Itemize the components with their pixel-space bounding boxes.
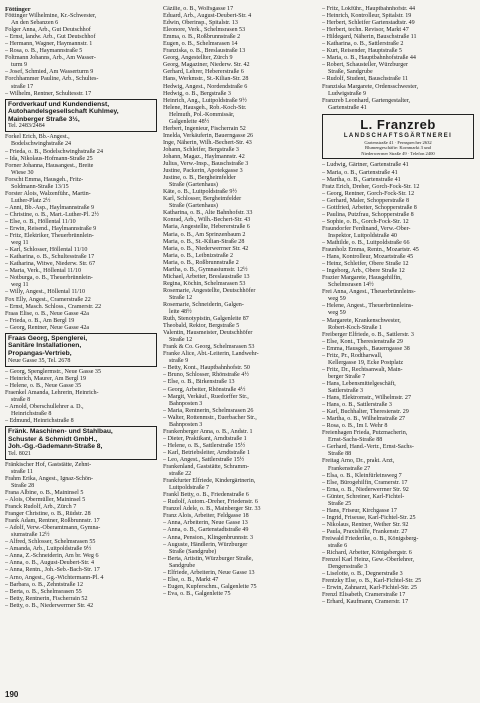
directory-entry: – Berta, Artistin, Würzburger Straße, — [163, 555, 253, 562]
directory-entry: – Heinrich, Kontrolleur, Spitalstr. 19 — [322, 13, 412, 20]
business-ad-line: Mainberger Straße 3½, — [8, 115, 80, 123]
directory-entry: siumstraße 12½ — [11, 532, 50, 539]
column-2 — [163, 6, 315, 598]
directory-entry: – Heinz, Schleifer, Obere Straße 12 — [322, 261, 409, 268]
directory-entry: – Amanda, Arb., Luitpoldstraße 9½ — [5, 546, 92, 553]
directory-entry: Käte, o. B., Luitpoldstraße 9½ — [163, 189, 237, 196]
directory-entry: An den Sebanzen 6 — [11, 20, 59, 27]
directory-entry: – Ida, Nikolaus-Hofmann-Straße 25 — [5, 155, 93, 162]
directory-entry: Straße 28 — [11, 482, 35, 489]
directory-entry: Freiberger Elfriede, o. B., Sattlerstr. 3 — [322, 331, 414, 338]
ad-line: Blumengeschäfte: Kornmarkt 3 und — [365, 145, 431, 151]
directory-entry: Galgenleite 48½ — [169, 118, 210, 125]
directory-entry: Freitag Arno, Dr., prakt. Arzt, — [322, 458, 395, 465]
directory-entry: Fraunholz Emma, Rentn., Mozartstr. 45 — [322, 247, 419, 254]
directory-entry: – Nikolaus, Rentner, Weiher Str. 92 — [322, 521, 409, 528]
directory-entry: Forster Alois, Walzenführ., Martin- — [5, 190, 91, 197]
directory-entry: Luther-Platz 2½ — [11, 197, 51, 204]
directory-entry: – Fritz, Dr., Rechtsanwalt, Main- — [322, 366, 403, 373]
directory-entry: – Ingrid, Friseuse, Karl-Fichtel-Str. 25 — [322, 514, 416, 521]
directory-entry: weg 11 — [11, 240, 29, 247]
directory-entry: Ruth, Stenotypistin, Galgenleite 87 — [163, 316, 249, 323]
directory-entry: Straße, Sandgrube — [328, 69, 373, 76]
column-3 — [322, 6, 474, 606]
directory-entry: Eduard, Arb., August-Deubert-Str. 4 — [163, 13, 252, 20]
directory-entry: Julius, Verw.-Insp., Bauschstraße 3 — [163, 161, 249, 168]
directory-entry: Freienhagen Frieda, Putzmacherin, — [322, 430, 408, 437]
directory-entry: – Auguste, Händlerin, Würzburger — [163, 541, 248, 548]
directory-entry: – Betty, Rentnerin, Fischerrain 52 — [5, 595, 88, 602]
directory-entry: – Katharina, Witwe, Niederw. Str. 67 — [5, 261, 96, 268]
directory-entry: Justine, Packerin, Apotekgasse 3 — [163, 168, 243, 175]
directory-entry: Freiwald Friederike, o. B., Königsberg- — [322, 535, 419, 542]
directory-entry: Franziska Margarete, Ordensschwester, — [322, 83, 419, 90]
directory-entry: – Helene, o. B., Neue Gasse 35 — [5, 382, 82, 389]
directory-entry: – Else, Kont., Theresienstraße 29 — [322, 338, 403, 345]
directory-entry: weg 11 — [11, 282, 29, 289]
directory-entry: – Arno, Angest., Gg.-Wichtermann-Pl. 4 — [5, 574, 104, 581]
directory-entry: Straße (Gartenhaus) — [169, 203, 218, 210]
directory-entry: – Herbert, Schleifer Gartenstadtstr. 49 — [322, 20, 415, 27]
directory-entry: – Barbara, o. B., Zehntstraße 12 — [5, 581, 84, 588]
directory-entry: – Eugen, Kupferschm., Galgenleite 75 — [163, 583, 257, 590]
business-ad-line: Fraas Georg, Spenglerei, — [8, 334, 88, 342]
directory-entry: – Erhard, Kaufmann, Cramerstr. 17 — [322, 599, 409, 606]
directory-entry: straße 6 — [328, 543, 348, 550]
directory-entry: Franger Christine, o. B., Rüdstr. 28 — [5, 511, 91, 518]
directory-entry: – Hans, o. B., Sattlerstraße 3 — [322, 402, 392, 409]
directory-entry: – Hildegard, Näherin, Bauschstraße 11 — [322, 34, 417, 41]
directory-entry: – Betty, o. B., Niederwerrner Str. 42 — [5, 602, 94, 609]
directory-entry: Maria, Angestellte, Hebererstraße 6 — [163, 224, 250, 231]
directory-entry: – Paula, Praxishilfe, Frankenstr. 27 — [322, 528, 408, 535]
directory-entry: – Dieter, Praktikant, Arndtstraße 1 — [163, 435, 247, 442]
directory-entry: – Adolf, Verw.-Oberamtmann, Gymna- — [5, 525, 101, 532]
business-ad-line: Schuster & Schmidt GmbH., — [8, 435, 98, 443]
directory-entry: Franz Alois, Arbeiter, Feldgasse 18 — [163, 513, 249, 520]
directory-entry: – Ludwig, Gärtner, Gartenstraße 41 — [322, 162, 409, 169]
directory-entry: Maria, o. B., Niederwerrner Str. 42 — [163, 245, 249, 252]
business-ad-box — [5, 426, 157, 460]
directory-entry: – Else, o. B., Markt 47 — [163, 576, 219, 583]
directory-entry: Franziska, o. B., Breslaustraße 13 — [163, 48, 246, 55]
directory-entry: – Josef, Schmied, Am Wasserturm 9 — [5, 69, 94, 76]
directory-entry: Franck Rudolf, Arb., Zürch 7 — [5, 504, 77, 511]
directory-entry: Luitpoldstraße 7 — [169, 485, 210, 492]
directory-entry: – Ernst, landw. Arb., Gut Deutschhof — [5, 34, 96, 41]
directory-entry: – Maria, Verk., Höllental 11/10 — [5, 268, 81, 275]
directory-entry: straße 9 — [169, 358, 189, 365]
directory-entry: – Bruno, Schlosser, Rhönstraße 4½ — [163, 372, 249, 379]
directory-entry: – Hermann, Wagner, Haymannstr. 1 — [5, 41, 93, 48]
directory-entry: Forkel Erich, Bb.-Angest., — [5, 134, 70, 141]
directory-entry: – Gerhard, Maler, Schopperstraße 8 — [322, 197, 410, 204]
directory-entry: – Heinrich, Maurer, Am Bergl 19 — [5, 375, 87, 382]
directory-entry: Wiese 30 — [11, 169, 34, 176]
business-ad-box — [5, 99, 157, 133]
directory-entry: – Margarete, Krankenschwester, — [322, 317, 401, 324]
directory-entry: – Katharina, o. B., Schultesstraße 17 — [5, 254, 95, 261]
directory-entry: Fränkischer Hof, Gaststätte, Zehnt- — [5, 461, 92, 468]
directory-entry: – Hans, Kontrolleur, Mozartstraße 45 — [322, 254, 414, 261]
directory-entry: Inge, Näherin, Wilh.-Bechert-Str. 43 — [163, 139, 252, 146]
directory-entry: Hedwig, Angest., Nordendstraße 6 — [163, 83, 248, 90]
directory-entry: Frankenstraße 27 — [328, 465, 371, 472]
directory-entry: – Martha, o. B., Wilhelmstraße 27 — [322, 416, 406, 423]
directory-entry: – Anna, o. B., Gartenstadtstraße 49 — [163, 527, 249, 534]
directory-entry: Michael, Arbeiter, Breslaustraße 13 — [163, 273, 250, 280]
directory-entry: – Fritz, Pr., Rodtharwall, — [322, 352, 383, 359]
directory-entry: – Katharina, o. B., Sattlerstraße 2 — [322, 41, 404, 48]
directory-entry: – Ingeborg, Arb., Obere Straße 12 — [322, 268, 405, 275]
directory-entry: – Hans, Lebensmittelgeschäft, — [322, 380, 396, 387]
ad-subtitle: LANDSCHAFTSGÄRTNEREI — [343, 132, 453, 139]
directory-entry: – Eva, o. B., Galgenleite 75 — [163, 590, 231, 597]
directory-entry: Sandgrube — [169, 562, 196, 569]
directory-entry: – Rosa, o. B., Im I. Wehr 8 — [322, 423, 388, 430]
directory-entry: Frana Albine, o. B., Maininsel 5 — [5, 489, 84, 496]
business-ad-line: Neue Gasse 35, Tel. 2678 — [8, 357, 71, 364]
directory-entry: Frankenland, Gaststätte, Schramm- — [163, 464, 249, 471]
ad-line: Gartenstraße 41 · Fernsprecher 2632 — [364, 139, 432, 145]
directory-entry: Theobald, Rektor, Bergstraße 5 — [163, 323, 240, 330]
directory-entry: – Herbert, techn. Revisor, Markt 47 — [322, 27, 409, 34]
business-ad-line: Autohandelsgesellschaft Kuhlmey, — [8, 108, 119, 116]
directory-entry: – Christine, o. B., Mart.-Luther-Pl. 2½ — [5, 211, 99, 218]
directory-entry: Justine, o. B., Bergheimfelder — [163, 175, 236, 182]
directory-entry: Foltmann Johanns, Arb., Am Wasser- — [5, 55, 96, 62]
directory-entry: – Notburga, o. B., Theuerbrünnlein- — [5, 275, 93, 282]
directory-entry: – Leo, Angest., Sattlerstraße 15½ — [163, 457, 245, 463]
directory-entry: – Maria, Rentnerin, Schelmsrasen 26 — [163, 407, 254, 414]
directory-entry: weg 59 — [328, 310, 346, 317]
directory-entry: Heinrich, Ang., Luitpoldstraße 9½ — [163, 97, 247, 104]
directory-entry: Rosemarie, Schneiderin, Galgen- — [163, 301, 244, 308]
directory-entry: – Anna, Rentn., Joh.-Seb.-Bach-Str. 17 — [5, 567, 100, 574]
directory-entry: – Mathilde, o. B., Luitpoldstraße 66 — [322, 240, 410, 246]
directory-entry: Georg, Angestellter, Zürch 9 — [163, 55, 233, 62]
directory-entry: Frankl Betty, o. B., Friedenstraße 6 — [163, 492, 249, 499]
directory-entry: Emma, o. B., Roßbrunnstraße 2 — [163, 34, 241, 41]
directory-entry: Georg, Magaziner, Niederw. Str. 42 — [163, 62, 250, 69]
directory-entry: Heinrichstraße 8 — [11, 410, 52, 417]
directory-entry: Frazier Margarete, Hausgehilfin, — [322, 275, 402, 282]
directory-entry: – Karl, Schlosser, Höllental 11/10 — [5, 247, 88, 254]
directory-entry: – Else, o. B., Höllental 11/10 — [5, 219, 76, 225]
directory-entry: Fraenkel Amanda, Lehrerin, Heinrich- — [5, 389, 99, 396]
directory-entry: – Fritz, Lokführ., Hauptbahnhofstr. 44 — [322, 6, 416, 12]
directory-entry: weg 59 — [328, 296, 346, 303]
directory-entry: – Ernst, Masch. Schloss., Cramerstr. 22 — [5, 303, 102, 310]
directory-entry: – Frieda, o. B., Am Bergl 19 — [5, 317, 75, 324]
directory-entry: Bahnposten 3 — [169, 421, 203, 428]
column-1 — [5, 6, 157, 610]
directory-entry: straße 17 — [11, 83, 34, 90]
directory-entry: Straße 25 — [328, 500, 352, 507]
directory-entry: Forscht Emma, Hausgeh., Fritz- — [5, 176, 84, 183]
directory-entry: – Richard, Arbeiter, Königsbergstr. 6 — [322, 550, 412, 557]
directory-entry: – Erwin, Zahnarzt, Karl-Fichtel-Str. 25 — [322, 585, 417, 592]
directory-entry: – Wilhelm, Rentner, Schultesstr. 17 — [5, 90, 92, 97]
business-ad-line: Joh.-Gg.-Gademann-Straße 8, — [8, 443, 103, 451]
directory-entry: Hans, Werkmstr., St.-Kilian-Str. 28 — [163, 76, 249, 83]
directory-entry: Robert-Koch-Straße 1 — [328, 324, 382, 331]
directory-entry: turm 9 — [11, 62, 28, 69]
directory-entry: – Alois, Obermüller, Maininsel 5 — [5, 497, 86, 504]
directory-entry: – Sophie, o. B., Gorch-Fock-Str. 12 — [322, 218, 409, 225]
directory-entry: Forchhammer Pauline, Arb., Schultes- — [5, 76, 99, 83]
directory-entry: Frahm Erika, Angest., Ignaz-Schön- — [5, 475, 93, 482]
directory-entry: Franzreb Leonhard, Gartengestalter, — [322, 97, 411, 104]
directory-entry: Fraas Elise, o. B., Neue Gasse 42a — [5, 310, 89, 317]
directory-entry: – Günter, Schreiner, Karl-Fichtel- — [322, 493, 405, 500]
directory-entry: Forner Johanna, Hausangest., Breite — [5, 162, 94, 169]
directory-entry: – Rudolf, Autom.-Dreher, Friedenstr. 6 — [163, 499, 258, 506]
directory-entry: Imelda, Verkäuferin, Bauerngasse 26 — [163, 132, 254, 139]
directory-entry: – Edmund, Heinrichstraße 8 — [5, 417, 74, 424]
business-ad-line: Propangas-Vertrieb, — [8, 349, 72, 357]
directory-entry: Maria, o. B., Am Sprinzenbaum 2 — [163, 231, 246, 238]
directory-entry: – Gerhard, Hand.-Vertr., Ernst-Sachs- — [322, 444, 414, 451]
directory-entry: Rosemarie, Angestellte, Deutschhöfer — [163, 287, 256, 294]
directory-entry: Frei Anna, Angest., Theuerbrünnleins- — [322, 289, 416, 296]
ad-title: L. Franzreb — [360, 116, 436, 132]
directory-entry: – Gottfried, Arbeiter, Schopperstraße 8 — [322, 204, 417, 211]
directory-entry: Straße 12 — [169, 294, 193, 301]
directory-entry: Kellergasse 19, Ecke Postplatz — [328, 359, 404, 366]
directory-entry: Karl, Schlosser, Bergheimfelder — [163, 196, 242, 203]
directory-entry: – Liselotte, o. B., Degnerstraße 3 — [322, 571, 403, 578]
directory-entry: – Willy, Angest., Höllental 11/10 — [5, 289, 86, 296]
directory-entry: straße 22 — [169, 471, 192, 478]
directory-entry: – Martha, o. B., Gartenstraße 41 — [322, 176, 401, 183]
directory-entry: Inspektor, Luitpoldstraße 40 — [328, 232, 397, 239]
directory-entry: – Anni, Bb.-Asp., Haylmannstraße 9 — [5, 204, 95, 211]
directory-entry: Hedwig, o. B., Bergstraße 3 — [163, 90, 231, 97]
directory-entry: – Karl, Betriebsleiter, Arndtstraße 1 — [163, 449, 251, 456]
directory-entry: – Kurt, Reisender, Hauptstraße 5 — [322, 48, 402, 55]
directory-entry: Bodelschwinghstraße 24 — [11, 141, 72, 148]
directory-entry: Frankfurter Elfriede, Kindergärtnerin, — [163, 478, 256, 485]
directory-entry: – Anna, Pension., Klingenbrunnstr. 3 — [163, 534, 254, 541]
directory-entry: Dengersstraße 3 — [328, 564, 368, 571]
directory-entry: – Georg, Arbeiter, Rhönstraße 4½ — [163, 386, 246, 393]
directory-entry: – Hans, Friseur, Kirchgasse 17 — [322, 507, 397, 514]
business-ad-line: Sanitäre Installationen, — [8, 342, 82, 350]
directory-entry: – Erna, o. B., Niederwerrner Str. 92 — [322, 486, 409, 493]
directory-entry: – Anna, Z.-Schneiderin, Am br. Weg 6 — [5, 553, 99, 560]
directory-entry: Helene, Hausgeh., Rob.-Koch-Str. — [163, 104, 247, 111]
directory-entry: Regina, Köchin, Schelmsrasen 53 — [163, 280, 246, 287]
directory-entry: berger Straße 7 — [328, 373, 366, 380]
directory-entry: Bahnposten 3 — [169, 400, 203, 407]
directory-entry: – Elsa, o. B., Kleinfürleinsweg 7 — [322, 472, 402, 479]
directory-entry: Frenzl Elisabeth, Cramerstraße 17 — [322, 592, 406, 599]
directory-entry: – Betty, Kont., Hauptbahnhofstr. 50 — [163, 365, 250, 372]
directory-entry: – Walter, Rottenmstr., Euerbacher Str., — [163, 414, 257, 421]
directory-entry: Valentin, Hausmeister, Deutschhöfer — [163, 330, 253, 337]
directory-entry: Ludwigstraße 9 — [328, 90, 367, 97]
directory-entry: – Margit, Verkäuf., Ruedorffer Str., — [163, 393, 249, 400]
directory-entry: Straße 88 — [328, 451, 352, 458]
directory-entry: – Georg, Rentner, Neue Gasse 42a — [5, 324, 90, 331]
business-ad-line: Fordverkauf und Kundendienst, — [8, 100, 110, 108]
directory-entry: Gerhard, Lehrer, Hebererstraße 6 — [163, 69, 244, 76]
business-ad-line: Tel. 8021 — [8, 450, 31, 457]
directory-entry: Sattlerstraße 3 — [328, 387, 364, 394]
directory-entry: Frankenberger Anna, o. B., Andstr. 1 — [163, 428, 253, 435]
directory-entry: Eleonore, Verk., Schelmsrasen 53 — [163, 27, 246, 34]
directory-entry: – Maria, o. B., Hauptbahnhofstraße 44 — [322, 55, 416, 62]
directory-entry: Eugen, o. B., Schelmsrasen 14 — [163, 41, 238, 48]
directory-entry: – Anna, o. B., August-Deubert-Str. 4 — [5, 560, 95, 567]
directory-entry: Fraundorfer Ferdinand, Verw.-Ober- — [322, 225, 411, 232]
directory-entry: Frank Adam, Rentner, Roßbrunnstr. 17 — [5, 518, 100, 525]
directory-entry: Cäzilie, o. B., Wolfsgasse 17 — [163, 6, 234, 12]
directory-entry: – Georg, Rentner, Gorch-Fock-Str. 12 — [322, 190, 415, 197]
directory-entry: Maria, o. B., Leibnizstraße 2 — [163, 252, 234, 259]
directory-entry: Frentzky Else, o. B., Karl-Fichtel-Str. 25 — [322, 578, 422, 585]
business-ad-line: Fränk. Maschinen- und Stahlbau, — [8, 427, 113, 435]
directory-entry: – Georg, Spenglermstr., Neue Gasse 35 — [5, 368, 102, 375]
franzreb-advertisement — [322, 114, 474, 160]
directory-entry: – Berta, o. B., Schelmsrasen 55 — [5, 588, 82, 595]
directory-entry: Straße 12 — [169, 337, 193, 344]
directory-entry: – Robert, Schausteller, Würzburger — [322, 62, 409, 69]
directory-entry: Katharina, o. B., Alte Bahnhofstr. 33 — [163, 210, 253, 217]
directory-entry: – Frieda, o. B., Bodelschwinghstraße 24 — [5, 148, 103, 155]
directory-entry: Straße (Gartenhaus) — [169, 182, 218, 189]
directory-entry: – Karl, Buchhalter, Theresienstr. 29 — [322, 409, 409, 416]
directory-entry: Frank & Co. Georg, Schelmsrasen 53 — [163, 344, 255, 351]
directory-entry: Johann, Magaz., Haylmannstr. 42 — [163, 153, 245, 160]
directory-entry: – Anna, Arbeiterin, Neue Gasse 13 — [163, 520, 248, 527]
directory-entry: Schelmsrasen 14½ — [328, 282, 374, 289]
directory-entry: – Maria, o. B., Gartenstraße 41 — [322, 169, 398, 176]
business-ad-box — [5, 333, 157, 367]
directory-entry: – Else, Bürogehilfin, Cramerstr. 17 — [322, 479, 408, 486]
directory-entry: Ernst-Sachs-Straße 88 — [328, 437, 383, 444]
directory-entry: – Else, o. B., Birkenstraße 13 — [163, 379, 235, 386]
directory-entry: Edwin, Oberinsp., Spitalstr. 13 — [163, 20, 238, 27]
directory-entry: Gartenstraße 41 — [328, 104, 367, 111]
directory-entry: Helmuth, Pol.-Kommissär, — [169, 111, 235, 118]
ad-line: Niederwerrner Straße 49 · Telefon 2400 — [361, 150, 435, 156]
directory-entry: straße 8 — [11, 396, 31, 403]
directory-entry: Franke Alice, Abt.-Leiterin, Landwehr- — [163, 351, 259, 358]
directory-entry: Johann, Schleifer, Bergstraße 3 — [163, 146, 239, 153]
directory-entry: – Fritz, Elektriker, Theuerbrünnlein- — [5, 233, 94, 240]
directory-entry: leite 48½ — [169, 309, 192, 316]
directory-entry: – Helene, o. B., Sattlerstraße 15½ — [163, 442, 246, 449]
running-header: Föttinger — [5, 6, 31, 13]
directory-entry: – Rosa, o. B., Haymannstraße 5 — [5, 48, 83, 55]
page-number: 190 — [5, 690, 19, 699]
directory-entry: – Emma, Hausgeh., Bauerngasse 38 — [322, 345, 410, 352]
directory-entry: – Alfred, Schlosser, Schelmsrasen 55 — [5, 539, 96, 546]
directory-entry: – Paulina, Putzfrau, Schopperstraße 8 — [322, 211, 414, 218]
directory-entry: Franzel Adele, o. B., Mainberger Str. 33 — [163, 506, 261, 513]
directory-entry: Fratz Erich, Dreher, Gorch-Fock-Str. 12 — [322, 183, 420, 190]
directory-entry: Föttinger Wilhelmine, Kr.-Schwester, — [5, 13, 97, 20]
directory-entry: Frenzel Karl Heinz, Gew.-Oberlehrer, — [322, 557, 415, 564]
directory-entry: Martha, o. B., Gymnasiumstr. 12½ — [163, 266, 248, 273]
directory-entry: – Helene, Angest., Theuerbrünnleins- — [322, 303, 414, 310]
directory-entry: – Arnold, Oberschullehrer a. D., — [5, 403, 84, 410]
directory-entry: straße 11 — [11, 468, 33, 475]
directory-entry: – Hans, Elektromstr., Wilhelmstr. 27 — [322, 395, 412, 402]
directory-entry: – Erwin, Reisend., Haylmannstraße 9 — [5, 226, 97, 233]
directory-entry: Konrad, Arb., Wilh.-Bechert-Str. 43 — [163, 217, 251, 224]
directory-entry: – Rudolf, Student, Bauschstraße 11 — [322, 76, 409, 83]
directory-entry: Straße (Sandgrube) — [169, 548, 217, 555]
directory-entry: – Elfriede, Arbeiterin, Neue Gasse 13 — [163, 569, 255, 576]
business-ad-line: Tel. 2483/2484 — [8, 123, 45, 130]
directory-entry: Maria, o. B., St.-Kilian-Straße 28 — [163, 238, 245, 245]
directory-entry: Fox Elly, Angest., Cramerstraße 22 — [5, 296, 91, 303]
directory-entry: Herbert, Ingenieur, Fischerrain 52 — [163, 125, 246, 132]
directory-entry: Maria, o. B., Roßbrunnstraße 2 — [163, 259, 239, 266]
directory-entry: Folger Anna, Arb., Gut Deutschhof — [5, 27, 91, 34]
directory-entry: Soldmann-Straße 13/15 — [11, 183, 69, 190]
